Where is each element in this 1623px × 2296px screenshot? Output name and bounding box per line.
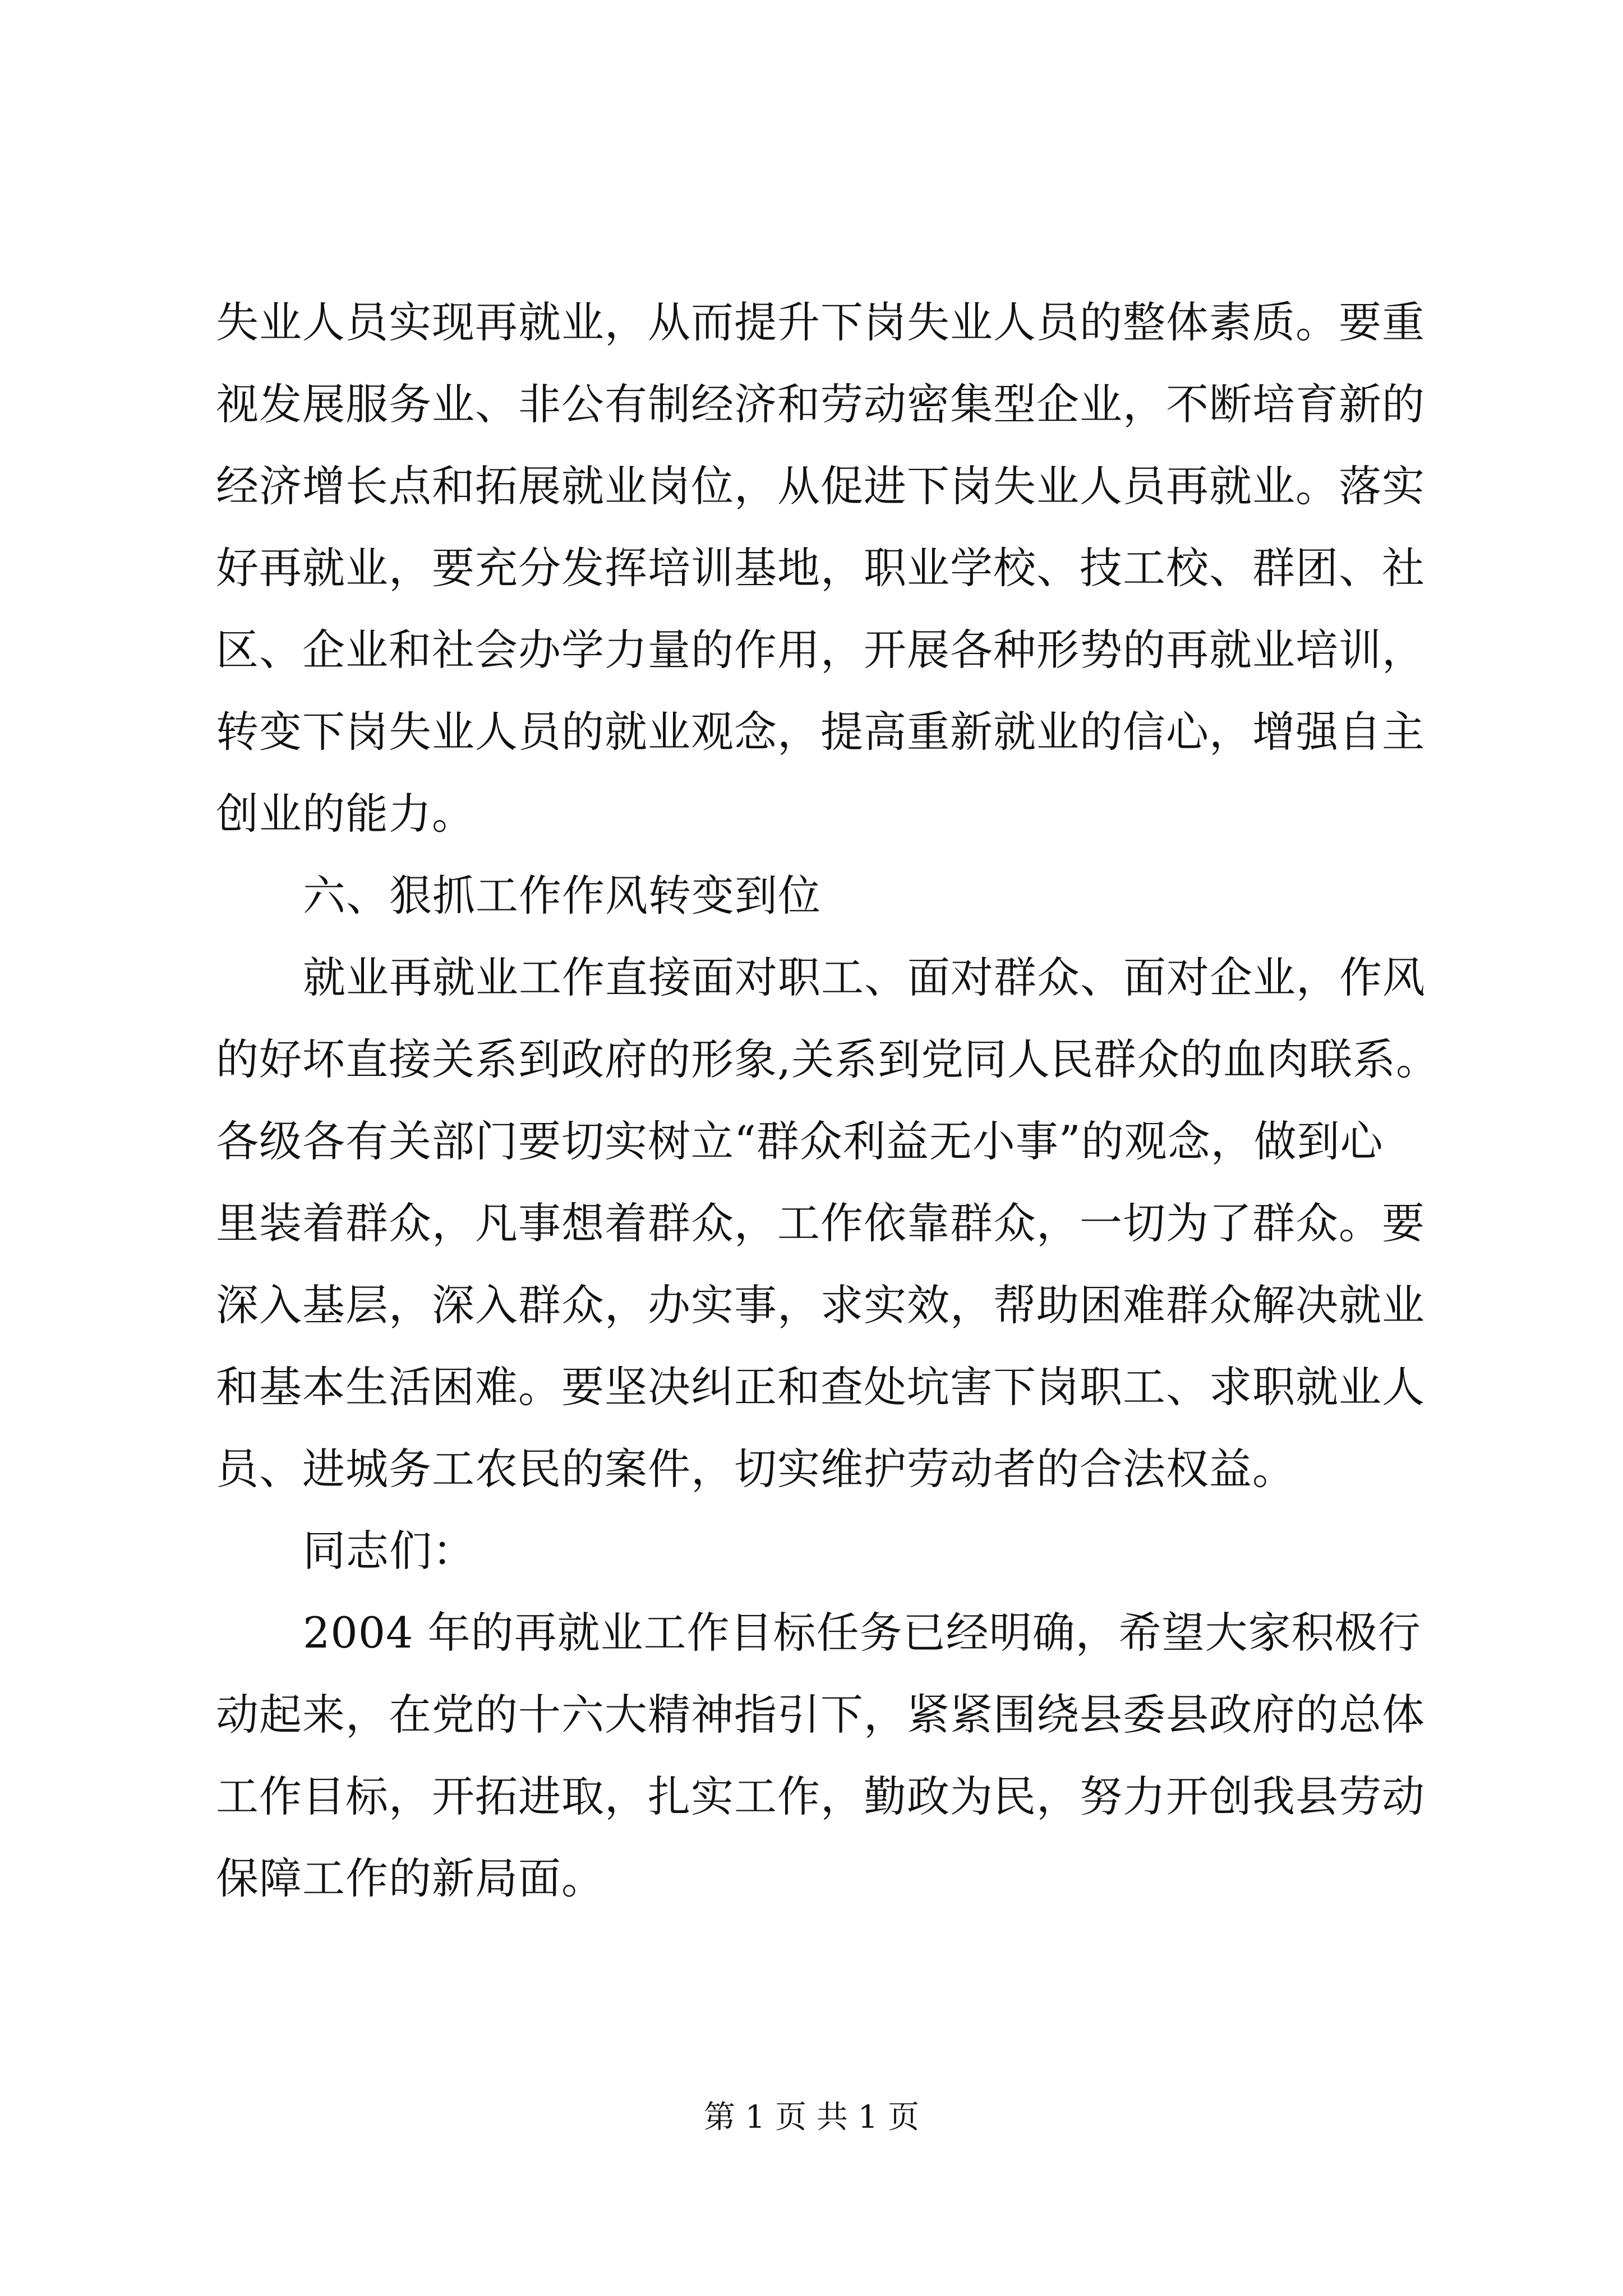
body-text-line: 就业再就业工作直接面对职工、面对群众、面对企业，作风 bbox=[303, 953, 1426, 1002]
body-text-line: 各级各有关部门要切实树立“群众利益无小事”的观念，做到心 bbox=[216, 1116, 1384, 1166]
section-heading: 六、狠抓工作作风转变到位 bbox=[303, 871, 821, 921]
page-number-footer: 第 1 页 共 1 页 bbox=[703, 2099, 920, 2136]
body-text-line: 动起来，在党的十六大精神指引下，紧紧围绕县委县政府的总体 bbox=[216, 1690, 1425, 1740]
body-text-line: 好再就业，要充分发挥培训基地，职业学校、技工校、群团、社 bbox=[216, 543, 1425, 593]
body-text-line: 2004 年的再就业工作目标任务已经明确，希望大家积极行 bbox=[303, 1608, 1421, 1658]
body-text-line: 和基本生活困难。要坚决纠正和查处坑害下岗职工、求职就业人 bbox=[216, 1362, 1425, 1412]
body-text-line: 创业的能力。 bbox=[216, 789, 475, 839]
body-text-line: 的好坏直接关系到政府的形象,关系到党同人民群众的血肉联系。 bbox=[216, 1034, 1440, 1084]
body-text-line: 转变下岗失业人员的就业观念，提高重新就业的信心，增强自主 bbox=[216, 707, 1425, 757]
body-text-line: 员、进城务工农民的案件，切实维护劳动者的合法权益。 bbox=[216, 1444, 1295, 1494]
body-text-line: 区、企业和社会办学力量的作用，开展各种形势的再就业培训， bbox=[216, 625, 1425, 675]
body-text-line: 视发展服务业、非公有制经济和劳动密集型企业，不断培育新的 bbox=[216, 379, 1425, 429]
salutation: 同志们： bbox=[303, 1526, 476, 1576]
body-text-line: 经济增长点和拓展就业岗位，从促进下岗失业人员再就业。落实 bbox=[216, 461, 1425, 511]
body-text-line: 深入基层，深入群众，办实事，求实效，帮助困难群众解决就业 bbox=[216, 1280, 1425, 1330]
body-text-line: 保障工作的新局面。 bbox=[216, 1853, 605, 1903]
body-text-line: 里装着群众，凡事想着群众，工作依靠群众，一切为了群众。要 bbox=[216, 1198, 1425, 1248]
body-text-line: 失业人员实现再就业，从而提升下岗失业人员的整体素质。要重 bbox=[216, 297, 1425, 347]
body-text-line: 工作目标，开拓进取，扎实工作，勤政为民，努力开创我县劳动 bbox=[216, 1772, 1425, 1821]
